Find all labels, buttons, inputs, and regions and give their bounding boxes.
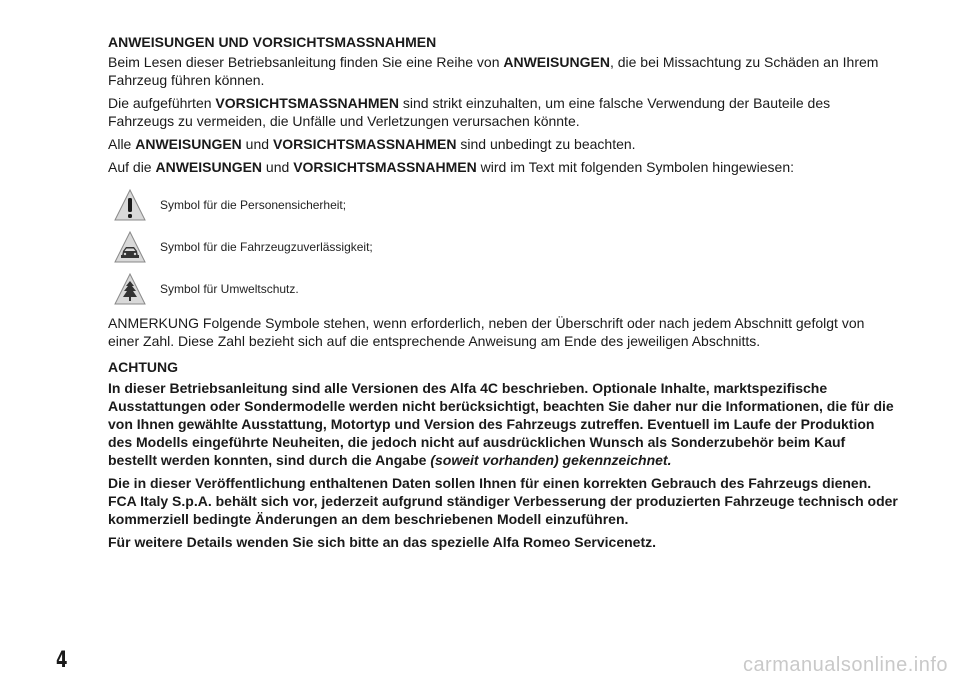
symbol-list <box>108 184 898 310</box>
text: In dieser Betriebsanleitung sind alle Versionen des Alfa 4C beschrieben. Optionale Inhalte, marktspezifische Ausstattungen oder Sondermodelle werden nicht berücksichtigt, beachten Sie daher nur die Informationen, die für die von Ihnen gewählte Ausstattung, Motortyp und Version des Fahrzeugs zutreffen. Eventuell im Laufe der Produktion des Modells eingeführte Neuheiten, die jedoch nicht auf ausdrücklichen Wunsch als Sonderzubehör beim Kauf bestellt werden konnten, sind durch die Angabe <box>108 380 894 468</box>
page-number: 4 <box>56 648 68 673</box>
warning-title: ACHTUNG <box>108 359 178 375</box>
italic-text: (soweit vorhanden) gekennzeichnet. <box>430 452 672 468</box>
tree-warning-icon <box>112 271 148 307</box>
symbol-label: Symbol für die Fahrzeugzuverlässigkeit; <box>160 240 373 254</box>
symbol-row-environment <box>108 268 898 310</box>
text: sind strikt einzuhalten, um eine falsche Verwendung der Bauteile des Fahrzeugs zu vermeiden, die Unfälle und Verletzungen verursachen könnte. <box>108 95 831 129</box>
text: Auf die <box>108 159 156 175</box>
bold-term: ANWEISUNGEN <box>155 159 263 175</box>
paragraph-instructions <box>108 53 898 89</box>
text: und <box>241 136 273 152</box>
page-content <box>108 33 898 556</box>
warning-exclamation-icon <box>112 187 148 223</box>
text: , die bei Missachtung zu Schäden an Ihrem Fahrzeug führen können. <box>108 54 879 88</box>
warning-paragraph-service: Für weitere Details wenden Sie sich bitte an das spezielle Alfa Romeo Servicenetz. <box>108 534 656 550</box>
warning-paragraph-versions <box>108 379 898 469</box>
bold-term: ANWEISUNGEN <box>135 136 242 152</box>
note-paragraph: ANMERKUNG Folgende Symbole stehen, wenn erforderlich, neben der Überschrift oder nach jedem Abschnitt gefolgt von einer Zahl. Diese Zahl bezieht sich auf die entsprechende Anweisung am Ende des jeweiligen Abschnitts. <box>108 315 865 349</box>
text: Alle <box>108 136 136 152</box>
bold-term: VORSICHTSMASSNAHMEN <box>272 136 457 152</box>
text: sind unbedingt zu beachten. <box>456 136 636 152</box>
text: Die aufgeführten <box>108 95 216 111</box>
bold-term: VORSICHTSMASSNAHMEN <box>293 159 477 175</box>
bold-term: ANWEISUNGEN <box>503 54 610 70</box>
bold-term: VORSICHTSMASSNAHMEN <box>215 95 399 111</box>
warning-paragraph-data: Die in dieser Veröffentlichung enthaltenen Daten sollen Ihnen für einen korrekten Gebrauch des Fahrzeugs dienen. FCA Italy S.p.A. behält sich vor, jederzeit aufgrund ständiger Verbesserung der produzierten Fahrzeuge technisch oder kommerziell bedingte Änderungen an dem beschriebenen Modell einzuführen. <box>108 475 898 527</box>
paragraph-symbols-intro <box>108 158 898 176</box>
symbol-row-personal-safety <box>108 184 898 226</box>
car-warning-icon <box>112 229 148 265</box>
text: wird im Text mit folgenden Symbolen hingewiesen: <box>476 159 795 175</box>
symbol-label: Symbol für Umweltschutz. <box>160 282 299 296</box>
text: Beim Lesen dieser Betriebsanleitung finden Sie eine Reihe von <box>108 54 504 70</box>
symbol-row-vehicle-reliability <box>108 226 898 268</box>
symbol-label: Symbol für die Personensicherheit; <box>160 198 347 212</box>
watermark: carmanualsonline.info <box>742 654 948 676</box>
paragraph-precautions <box>108 94 898 130</box>
section-heading: ANWEISUNGEN UND VORSICHTSMASSNAHMEN <box>108 34 437 50</box>
text: und <box>262 159 294 175</box>
paragraph-all <box>108 135 898 153</box>
